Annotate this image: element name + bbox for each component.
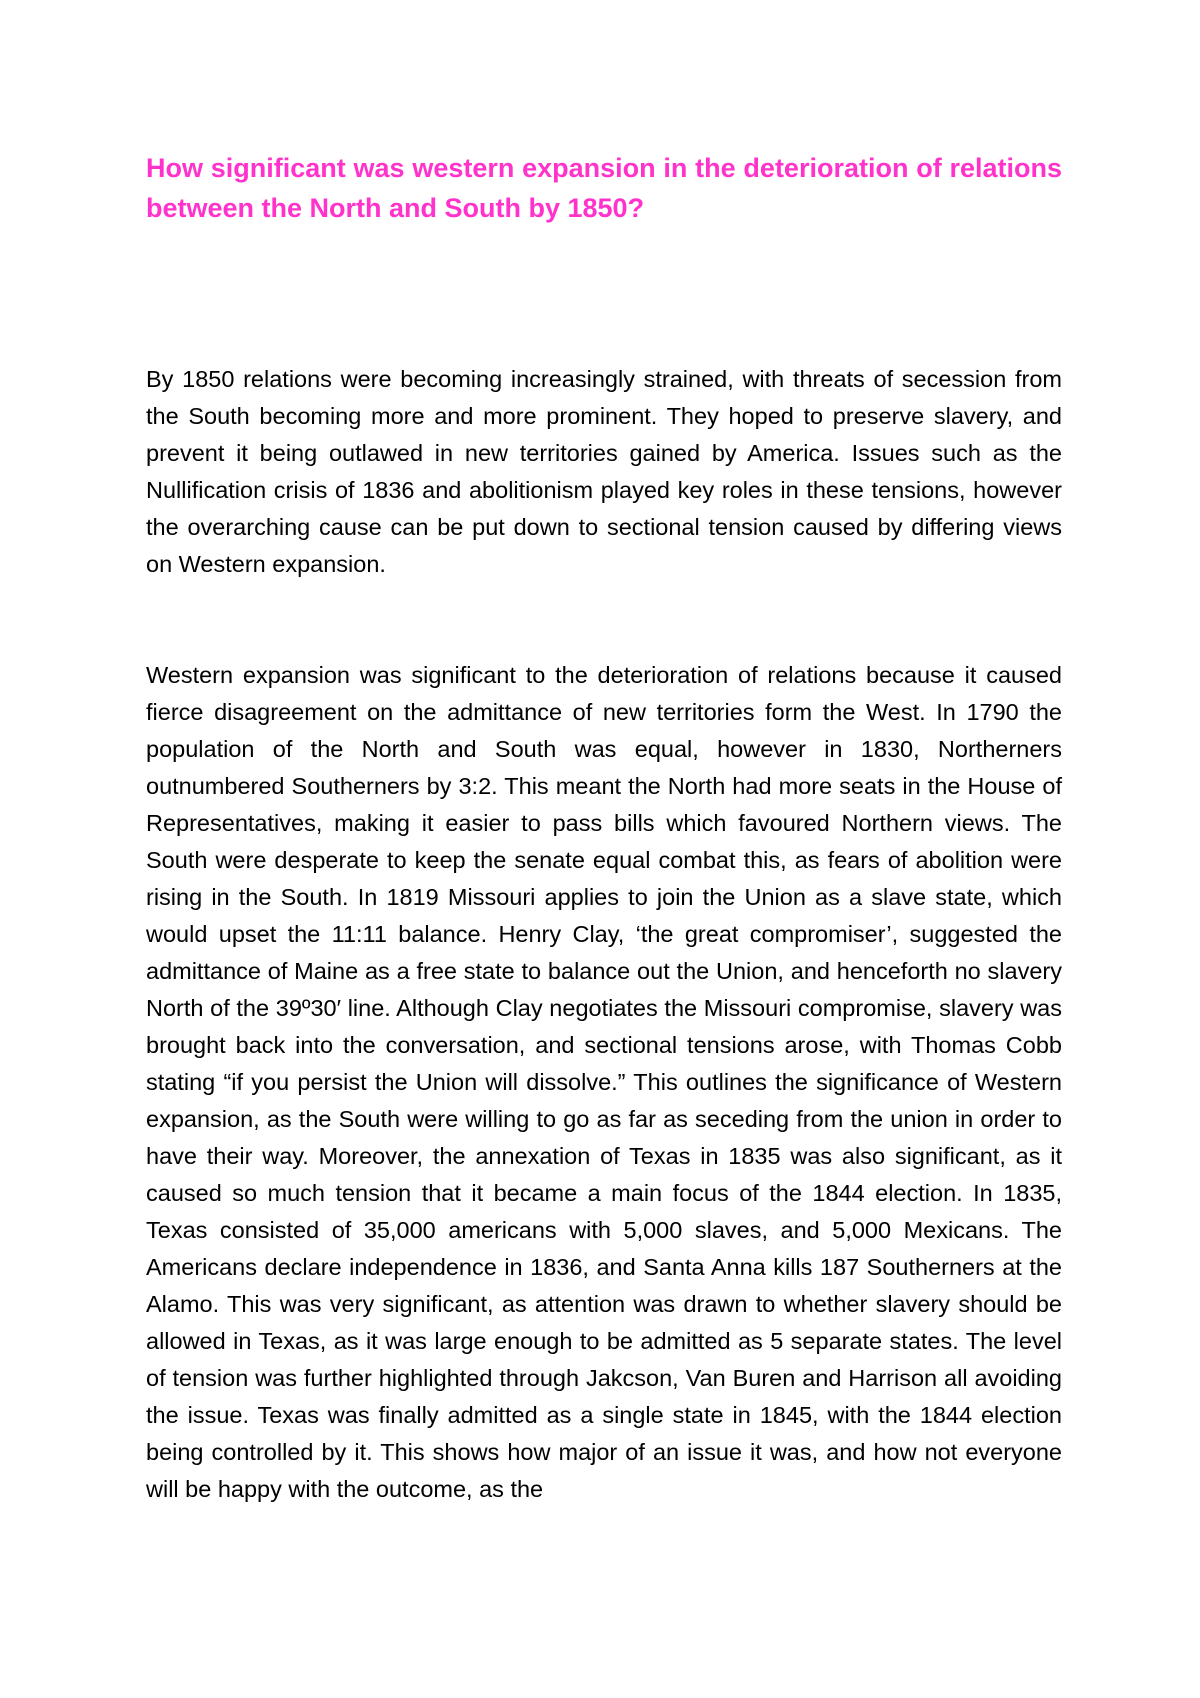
paragraph-western-expansion: Western expansion was significant to the deterioration of relations because it caused fierce disagreement on the admittance of new territories form the West. In 1790 the population of the North and South was equal, however in 1830, Northerners outnumbered Southerners by 3:2. This meant the North had more seats in the House of Representatives, making it easier to pass bills which favoured Northern views. The South were desperate to keep the senate equal combat this, as fears of abolition were rising in the South. In 1819 Missouri applies to join the Union as a slave state, which would upset the 11:11 balance. Henry Clay, ‘the great compromiser’, suggested the admittance of Maine as a free state to balance out the Union, and henceforth no slavery North of the 39º30′ line. Although Clay negotiates the Missouri compromise, slavery was brought back into the conversation, and sectional tensions arose, with Thomas Cobb stating “if you persist the Union will dissolve.” This outlines the significance of Western expansion, as the South were willing to go as far as seceding from the union in order to have their way. Moreover, the annexation of Texas in 1835 was also significant, as it caused so much tension that it became a main focus of the 1844 election. In 1835, Texas consisted of 35,000 americans with 5,000 slaves, and 5,000 Mexicans. The Americans declare independence in 1836, and Santa Anna kills 187 Southerners at the Alamo. This was very significant, as attention was drawn to whether slavery should be allowed in Texas, as it was large enough to be admitted as 5 separate states. The level of tension was further highlighted through Jakcson, Van Buren and Harrison all avoiding the issue. Texas was finally admitted as a single state in 1845, with the 1844 election being controlled by it. This shows how major of an issue it was, and how not everyone will be happy with the outcome, as the [146, 662, 1062, 1502]
essay-title: How significant was western expansion in the deterioration of relations between the North and South by 1850? [146, 153, 1062, 223]
paragraph-intro: By 1850 relations were becoming increasingly strained, with threats of secession from the South becoming more and more prominent. They hoped to preserve slavery, and prevent it being outlawed in new territories gained by America. Issues such as the Nullification crisis of 1836 and abolitionism played key roles in these tensions, however the overarching cause can be put down to sectional tension caused by differing views on Western expansion. [146, 366, 1062, 577]
document-body [146, 148, 1062, 1508]
